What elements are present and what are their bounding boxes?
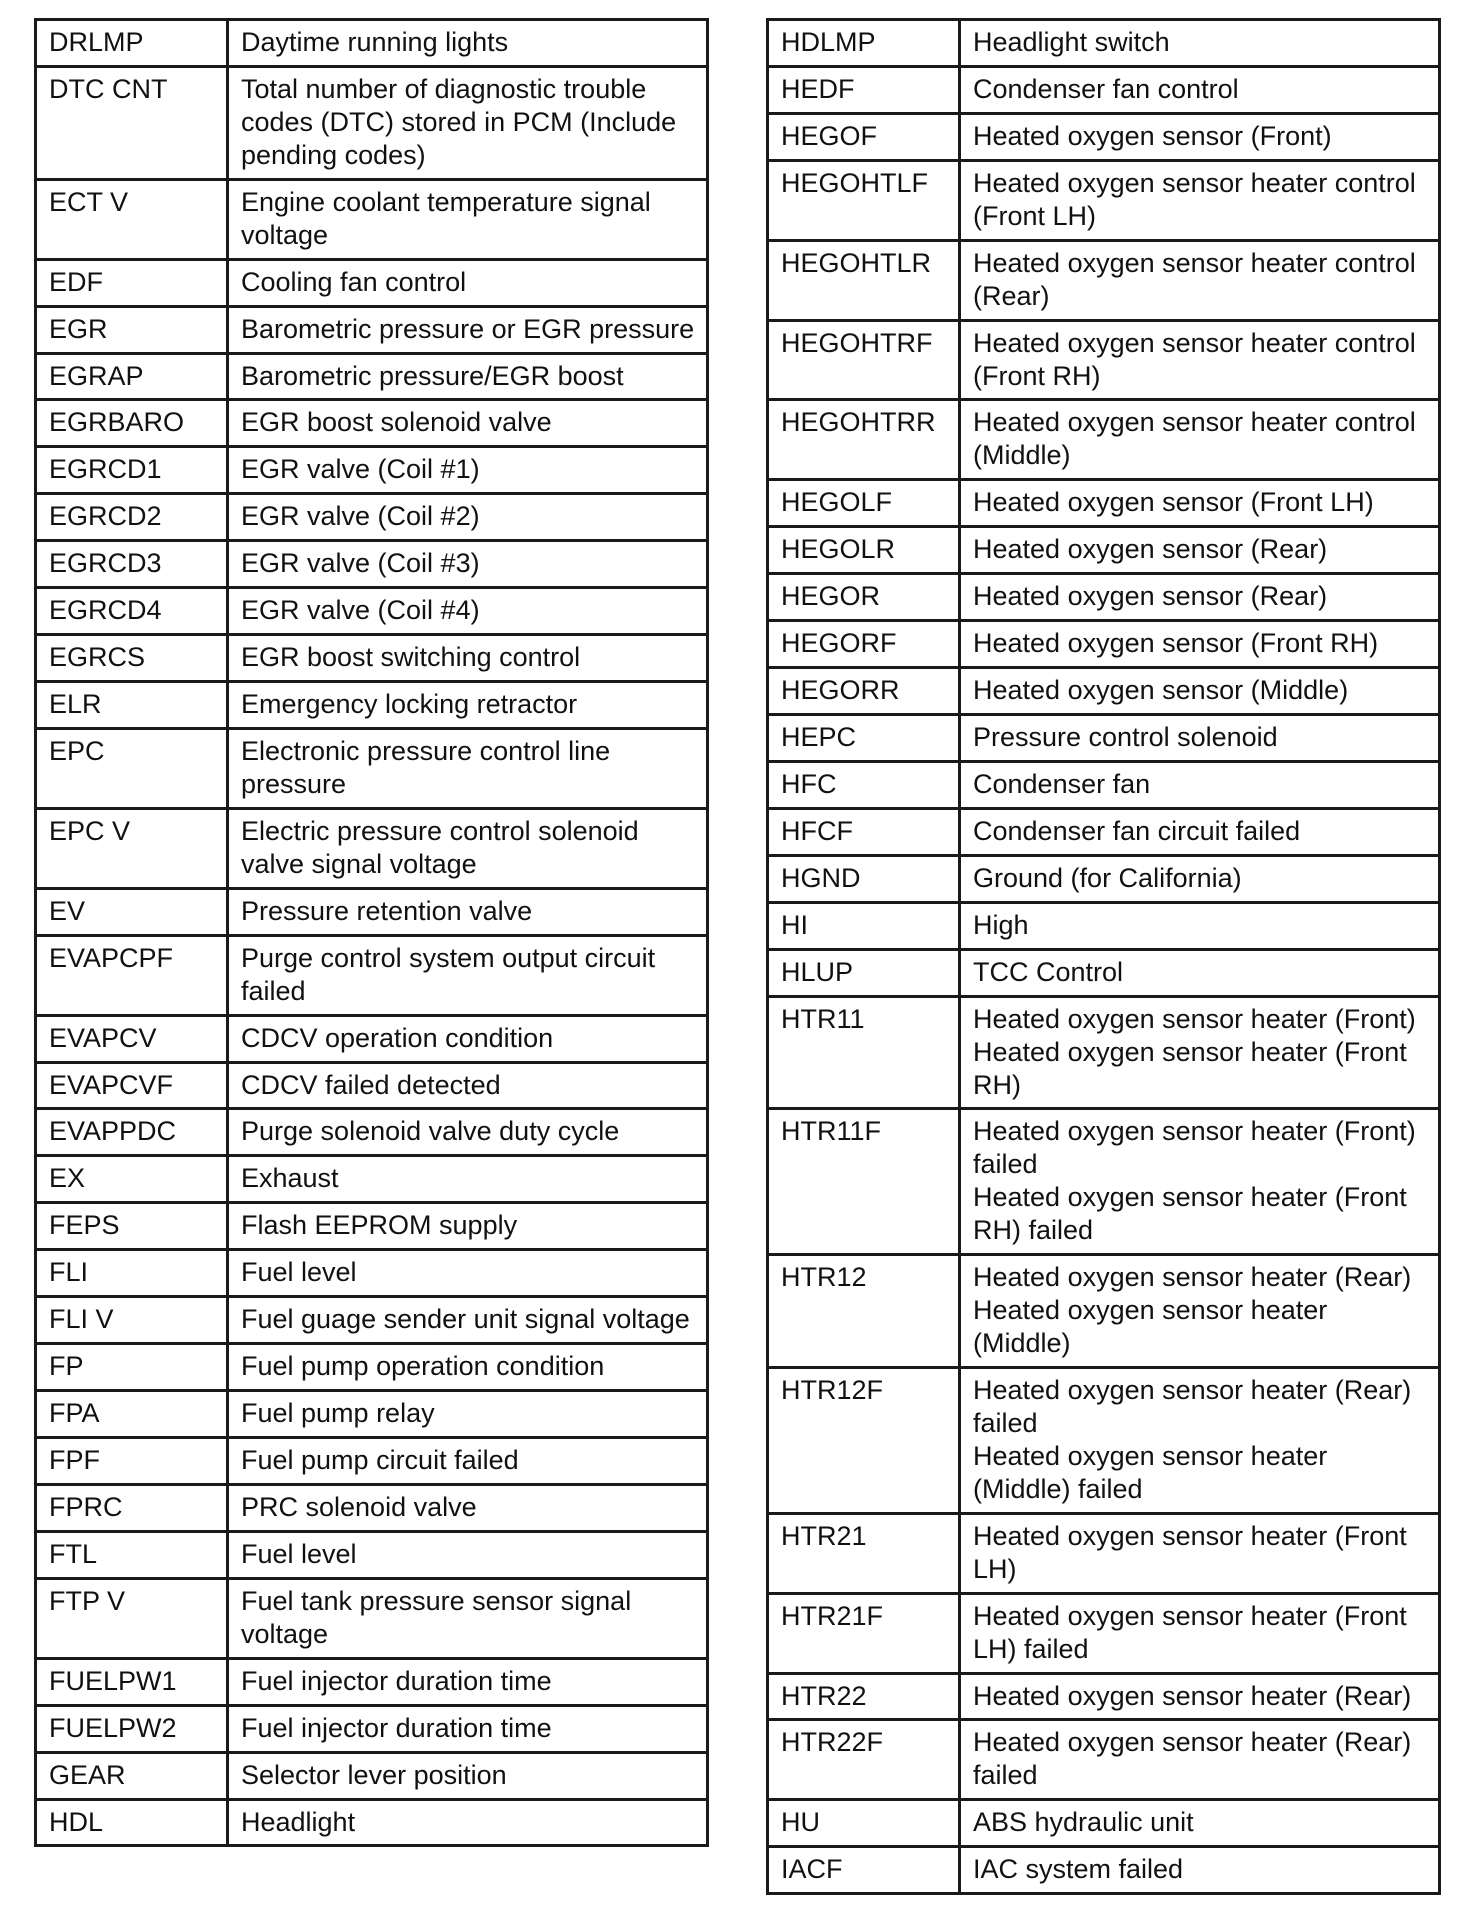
abbreviation-code: FUELPW2 — [36, 1705, 228, 1752]
abbreviation-code: HTR22 — [768, 1673, 960, 1720]
abbreviation-code: HEGORR — [768, 668, 960, 715]
table-row — [36, 935, 708, 1015]
abbreviation-description — [228, 808, 708, 888]
abbreviation-code: EV — [36, 888, 228, 935]
description-line: CDCV operation condition — [241, 1022, 554, 1053]
description-line: Fuel pump relay — [241, 1398, 435, 1429]
abbreviation-description — [228, 400, 708, 447]
table-row — [36, 1203, 708, 1250]
table-row — [768, 574, 1440, 621]
table-row — [768, 113, 1440, 160]
abbreviation-description — [960, 574, 1440, 621]
abbreviation-code: FTL — [36, 1531, 228, 1578]
abbreviation-code: HFC — [768, 761, 960, 808]
abbreviation-description — [228, 1015, 708, 1062]
abbreviation-description — [228, 1658, 708, 1705]
abbreviation-description — [228, 541, 708, 588]
table-row — [768, 527, 1440, 574]
description-line: Fuel pump operation condition — [241, 1351, 605, 1382]
abbreviation-code: FPF — [36, 1438, 228, 1485]
abbreviation-description — [960, 996, 1440, 1109]
abbreviation-description — [960, 1720, 1440, 1800]
description-line: Fuel injector duration time — [241, 1665, 552, 1696]
abbreviation-code: HEGOF — [768, 113, 960, 160]
abbreviation-description — [960, 1513, 1440, 1593]
abbreviation-description — [228, 635, 708, 682]
abbreviation-description — [960, 1593, 1440, 1673]
description-line: Pressure control solenoid — [973, 722, 1278, 752]
table-row — [36, 808, 708, 888]
table-row — [768, 761, 1440, 808]
abbreviation-description — [960, 1109, 1440, 1255]
table-row — [768, 621, 1440, 668]
table-row — [768, 20, 1440, 67]
abbreviation-code: EGRBARO — [36, 400, 228, 447]
abbreviation-description — [228, 1705, 708, 1752]
abbreviation-code: FLI V — [36, 1297, 228, 1344]
description-line: Heated oxygen sensor heater control (Front RH) — [973, 327, 1416, 391]
description-line: PRC solenoid valve — [241, 1491, 477, 1522]
table-row — [36, 66, 708, 179]
abbreviation-code: EGRCS — [36, 635, 228, 682]
table-row — [768, 949, 1440, 996]
table-row — [36, 1578, 708, 1658]
abbreviation-code: EVAPCV — [36, 1015, 228, 1062]
abbreviation-code: EGRCD3 — [36, 541, 228, 588]
abbreviation-description — [228, 1799, 708, 1846]
table-row — [36, 635, 708, 682]
description-line: TCC Control — [973, 956, 1124, 987]
abbreviation-code: FPA — [36, 1391, 228, 1438]
abbreviation-description — [228, 353, 708, 400]
table-row — [36, 1015, 708, 1062]
abbreviation-code: HFCF — [768, 808, 960, 855]
abbreviation-description — [228, 1438, 708, 1485]
description-line: Pressure retention valve — [241, 895, 533, 926]
description-line: Purge solenoid valve duty cycle — [241, 1116, 620, 1147]
abbreviation-code: HEGORF — [768, 621, 960, 668]
abbreviation-code: HTR21 — [768, 1513, 960, 1593]
abbreviation-description — [228, 729, 708, 809]
abbreviation-code: HEGOLR — [768, 527, 960, 574]
abbreviation-description — [960, 113, 1440, 160]
abbreviation-code: DRLMP — [36, 20, 228, 67]
table-row — [36, 682, 708, 729]
table-row — [768, 808, 1440, 855]
table-row — [768, 855, 1440, 902]
description-line: Condenser fan control — [973, 73, 1239, 104]
abbreviation-description — [228, 179, 708, 259]
abbreviation-description — [228, 1156, 708, 1203]
table-row — [36, 1156, 708, 1203]
abbreviation-code: EGR — [36, 306, 228, 353]
abbreviation-description — [228, 447, 708, 494]
description-line: Heated oxygen sensor (Rear) — [973, 581, 1328, 612]
description-line: Heated oxygen sensor heater (Front RH) — [973, 1036, 1407, 1100]
abbreviation-description — [228, 1391, 708, 1438]
description-line: Heated oxygen sensor heater (Rear) — [973, 1262, 1412, 1293]
table-row — [36, 494, 708, 541]
abbreviation-description — [960, 1800, 1440, 1847]
abbreviation-code: EVAPCPF — [36, 935, 228, 1015]
table-row — [768, 320, 1440, 400]
description-line: Condenser fan — [973, 768, 1151, 799]
abbreviation-description — [228, 1531, 708, 1578]
abbreviation-description — [228, 66, 708, 179]
description-line: Fuel tank pressure sensor signal voltage — [241, 1585, 632, 1649]
abbreviation-description — [960, 949, 1440, 996]
table-row — [768, 1800, 1440, 1847]
description-line: Heated oxygen sensor (Front LH) — [973, 487, 1374, 518]
description-line: Fuel level — [241, 1538, 357, 1569]
description-line: EGR boost switching control — [241, 642, 581, 673]
table-row — [768, 1593, 1440, 1673]
abbreviation-description — [960, 668, 1440, 715]
abbreviation-code: EGRCD4 — [36, 588, 228, 635]
table-row — [768, 902, 1440, 949]
table-row — [768, 1255, 1440, 1368]
table-row — [36, 1250, 708, 1297]
description-line: Daytime running lights — [241, 27, 509, 57]
right-abbreviation-table — [766, 18, 1441, 1895]
table-row — [36, 588, 708, 635]
abbreviation-description — [960, 1673, 1440, 1720]
abbreviation-description — [228, 588, 708, 635]
description-line: Fuel injector duration time — [241, 1712, 552, 1743]
abbreviation-description — [960, 527, 1440, 574]
abbreviation-code: ELR — [36, 682, 228, 729]
description-line: Headlight switch — [973, 27, 1170, 57]
abbreviation-code: HEGOHTLR — [768, 240, 960, 320]
description-line: Barometric pressure or EGR pressure — [241, 313, 695, 344]
description-line: Electric pressure control solenoid valve signal voltage — [241, 815, 639, 879]
table-row — [768, 160, 1440, 240]
description-line: Heated oxygen sensor (Middle) — [973, 675, 1349, 706]
abbreviation-code: EGRCD2 — [36, 494, 228, 541]
abbreviation-code: EVAPCVF — [36, 1062, 228, 1109]
description-line: Emergency locking retractor — [241, 689, 578, 720]
table-row — [768, 1109, 1440, 1255]
abbreviation-code: HDLMP — [768, 20, 960, 67]
description-line: Total number of diagnostic trouble codes (DTC) stored in PCM (Include pending codes) — [241, 73, 677, 170]
abbreviation-description — [228, 1250, 708, 1297]
abbreviation-code: IACF — [768, 1847, 960, 1894]
description-line: Condenser fan circuit failed — [973, 815, 1301, 846]
table-row — [36, 400, 708, 447]
description-line: CDCV failed detected — [241, 1069, 501, 1100]
abbreviation-code: HTR12 — [768, 1255, 960, 1368]
table-row — [36, 353, 708, 400]
table-row — [768, 1513, 1440, 1593]
abbreviation-description — [960, 902, 1440, 949]
description-line: Heated oxygen sensor heater (Rear) failed — [973, 1375, 1412, 1438]
description-line: Heated oxygen sensor heater (Rear) failed — [973, 1727, 1412, 1791]
description-line: Purge control system output circuit failed — [241, 942, 656, 1006]
abbreviation-description — [228, 1344, 708, 1391]
abbreviation-code: HEGOR — [768, 574, 960, 621]
table-row — [36, 20, 708, 67]
table-row — [36, 1531, 708, 1578]
description-line: Fuel guage sender unit signal voltage — [241, 1304, 690, 1335]
description-line: Heated oxygen sensor (Front) — [973, 120, 1332, 151]
table-row — [768, 66, 1440, 113]
table-row — [768, 1368, 1440, 1514]
abbreviation-code: FEPS — [36, 1203, 228, 1250]
description-line: Heated oxygen sensor heater (Front LH) failed — [973, 1600, 1407, 1664]
abbreviation-description — [228, 888, 708, 935]
description-line: EGR boost solenoid valve — [241, 407, 552, 438]
description-line: Headlight — [241, 1806, 356, 1837]
abbreviation-code: EPC — [36, 729, 228, 809]
abbreviation-code: EX — [36, 1156, 228, 1203]
description-line: EGR valve (Coil #3) — [241, 548, 480, 579]
description-line: Heated oxygen sensor heater (Front) — [973, 1003, 1416, 1034]
abbreviation-description — [960, 855, 1440, 902]
description-line: Heated oxygen sensor heater (Rear) — [973, 1680, 1412, 1711]
abbreviation-code: HTR11F — [768, 1109, 960, 1255]
table-row — [36, 541, 708, 588]
description-line: Heated oxygen sensor heater (Front RH) failed — [973, 1182, 1407, 1246]
table-row — [768, 240, 1440, 320]
abbreviation-code: EGRCD1 — [36, 447, 228, 494]
description-line: Selector lever position — [241, 1759, 507, 1790]
description-line: Fuel level — [241, 1257, 357, 1288]
description-line: IAC system failed — [973, 1854, 1184, 1885]
abbreviation-code: EDF — [36, 259, 228, 306]
table-row — [36, 1705, 708, 1752]
table-row — [36, 1297, 708, 1344]
left-table-body — [36, 20, 708, 1846]
table-row — [768, 1673, 1440, 1720]
description-line: Heated oxygen sensor heater control (Rear) — [973, 247, 1416, 311]
description-line: ABS hydraulic unit — [973, 1807, 1194, 1838]
abbreviation-code: HTR21F — [768, 1593, 960, 1673]
abbreviation-description — [228, 1203, 708, 1250]
abbreviation-code: HTR22F — [768, 1720, 960, 1800]
abbreviation-description — [228, 935, 708, 1015]
abbreviation-description — [228, 682, 708, 729]
abbreviation-code: FLI — [36, 1250, 228, 1297]
right-table-body — [768, 20, 1440, 1894]
abbreviation-description — [228, 259, 708, 306]
abbreviation-description — [960, 1255, 1440, 1368]
abbreviation-code: HEGOHTRF — [768, 320, 960, 400]
abbreviation-code: EPC V — [36, 808, 228, 888]
abbreviation-code: FP — [36, 1344, 228, 1391]
abbreviation-code: HEGOHTRR — [768, 400, 960, 480]
abbreviation-code: DTC CNT — [36, 66, 228, 179]
description-line: Cooling fan control — [241, 266, 467, 297]
abbreviation-description — [960, 761, 1440, 808]
description-line: Ground (for California) — [973, 862, 1242, 893]
abbreviation-code: GEAR — [36, 1752, 228, 1799]
description-line: Heated oxygen sensor heater (Middle) — [973, 1295, 1328, 1359]
table-row — [36, 1344, 708, 1391]
abbreviation-code: FUELPW1 — [36, 1658, 228, 1705]
table-row — [768, 1847, 1440, 1894]
abbreviation-description — [960, 715, 1440, 762]
table-row — [36, 179, 708, 259]
abbreviation-description — [960, 1847, 1440, 1894]
table-row — [36, 888, 708, 935]
description-line: Barometric pressure/EGR boost — [241, 360, 624, 391]
description-line: Heated oxygen sensor heater (Front LH) — [973, 1520, 1407, 1584]
abbreviation-description — [960, 240, 1440, 320]
description-line: Flash EEPROM supply — [241, 1210, 518, 1241]
abbreviation-code: EVAPPDC — [36, 1109, 228, 1156]
table-row — [36, 259, 708, 306]
description-line: EGR valve (Coil #4) — [241, 595, 480, 626]
abbreviation-description — [960, 1368, 1440, 1514]
abbreviation-code: HDL — [36, 1799, 228, 1846]
table-row — [36, 1438, 708, 1485]
description-line: Heated oxygen sensor (Front RH) — [973, 628, 1379, 659]
abbreviation-description — [960, 808, 1440, 855]
description-line: Heated oxygen sensor heater control (Front LH) — [973, 167, 1416, 231]
abbreviation-code: HEPC — [768, 715, 960, 762]
abbreviation-description — [228, 20, 708, 67]
description-line: EGR valve (Coil #2) — [241, 501, 480, 532]
abbreviation-code: HTR11 — [768, 996, 960, 1109]
table-row — [36, 1062, 708, 1109]
abbreviation-description — [960, 400, 1440, 480]
table-row — [36, 447, 708, 494]
abbreviation-code: EGRAP — [36, 353, 228, 400]
abbreviation-description — [960, 320, 1440, 400]
description-line: Electronic pressure control line pressure — [241, 736, 611, 799]
description-line: Heated oxygen sensor (Rear) — [973, 534, 1328, 565]
table-row — [768, 715, 1440, 762]
table-row — [768, 996, 1440, 1109]
description-line: Heated oxygen sensor heater (Front) failed — [973, 1116, 1416, 1180]
abbreviation-code: HU — [768, 1800, 960, 1847]
table-row — [36, 1799, 708, 1846]
abbreviation-description — [228, 1752, 708, 1799]
abbreviation-code: HGND — [768, 855, 960, 902]
abbreviation-description — [228, 494, 708, 541]
table-row — [768, 400, 1440, 480]
abbreviation-code: ECT V — [36, 179, 228, 259]
abbreviation-description — [960, 621, 1440, 668]
abbreviation-description — [228, 1062, 708, 1109]
abbreviation-description — [228, 1484, 708, 1531]
abbreviation-code: HI — [768, 902, 960, 949]
abbreviation-code: FTP V — [36, 1578, 228, 1658]
abbreviation-description — [228, 1297, 708, 1344]
table-row — [36, 729, 708, 809]
abbreviation-code: HEGOHTLF — [768, 160, 960, 240]
abbreviation-description — [960, 20, 1440, 67]
abbreviation-code: HEDF — [768, 66, 960, 113]
abbreviation-code: FPRC — [36, 1484, 228, 1531]
abbreviation-description — [960, 160, 1440, 240]
abbreviation-code: HTR12F — [768, 1368, 960, 1514]
table-row — [36, 1752, 708, 1799]
description-line: High — [973, 909, 1029, 940]
table-row — [36, 1658, 708, 1705]
table-row — [768, 668, 1440, 715]
table-row — [36, 306, 708, 353]
table-row — [768, 1720, 1440, 1800]
abbreviation-code: HLUP — [768, 949, 960, 996]
table-row — [36, 1391, 708, 1438]
description-line: Heated oxygen sensor heater control (Middle) — [973, 407, 1416, 471]
description-line: Heated oxygen sensor heater (Middle) failed — [973, 1440, 1328, 1504]
table-row — [36, 1484, 708, 1531]
abbreviation-description — [960, 66, 1440, 113]
abbreviation-description — [228, 306, 708, 353]
left-abbreviation-table — [34, 18, 709, 1847]
table-row — [768, 480, 1440, 527]
description-line: EGR valve (Coil #1) — [241, 454, 480, 485]
description-line: Engine coolant temperature signal voltage — [241, 186, 651, 250]
table-row — [36, 1109, 708, 1156]
abbreviation-code: HEGOLF — [768, 480, 960, 527]
abbreviation-description — [960, 480, 1440, 527]
abbreviation-description — [228, 1578, 708, 1658]
description-line: Fuel pump circuit failed — [241, 1445, 519, 1475]
abbreviation-description — [228, 1109, 708, 1156]
description-line: Exhaust — [241, 1163, 339, 1194]
